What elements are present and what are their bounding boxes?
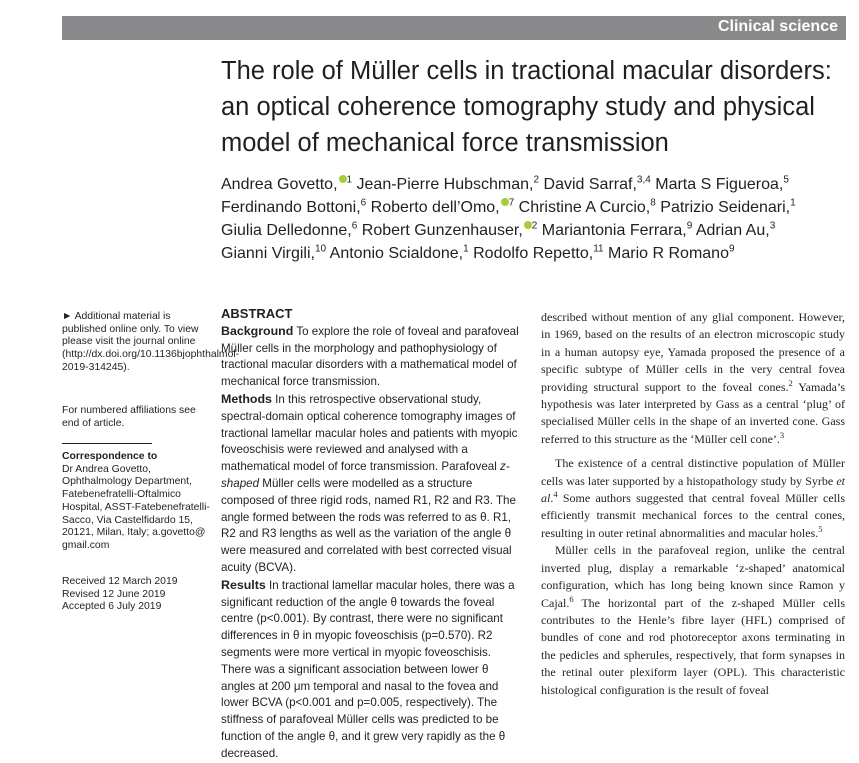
author-name[interactable] <box>608 245 735 262</box>
affiliation-number: 3,4 <box>636 174 651 186</box>
author-name[interactable] <box>330 245 469 262</box>
correspondence-line: Sacco, Via Castelfidardo 15, <box>62 514 193 526</box>
author-name-text: Ferdinando Bottoni, <box>221 199 361 216</box>
abstract-results <box>221 577 521 763</box>
correspondence-line: 20121, Milan, Italy; a.govetto@ <box>62 527 206 539</box>
background-label: Background <box>221 323 294 338</box>
methods-text: In this retrospective observational study, spectral-domain optical coherence tomography images of tractional lamellar macular holes and patients with myopic foveoschisis were reviewed and analysed with a mathematical model of force transmission. Parafoveal <box>221 392 518 474</box>
additional-material-text: ► Additional material is published online only. To view please visit the journal online (http://dx.doi.org/10.1136bjophthalmol-2019-314245). <box>62 311 240 373</box>
body-text: Some authors suggested that central foveal Müller cells efficiently transmit mechanical forces to the central cones, resulting in outer retinal abnormalities and macular holes. <box>541 491 846 540</box>
author-name-text: Christine A Curcio, <box>518 199 651 216</box>
sidebar-divider <box>62 443 152 444</box>
author-name-text: Mario R Romano <box>608 245 729 262</box>
author-name[interactable] <box>357 176 540 193</box>
section-label: Clinical science <box>717 18 838 35</box>
correspondence-line: Ophthalmology Department, <box>62 476 192 488</box>
methods-label: Methods <box>221 391 272 406</box>
correspondence-line: Hospital, ASST-Fatebenefratelli- <box>62 501 210 513</box>
correspondence-block <box>62 451 210 553</box>
abstract-background <box>221 323 521 391</box>
author-name-text: Mariantonia Ferrara, <box>541 222 687 239</box>
additional-material-note <box>62 311 240 375</box>
body-paragraph <box>541 309 845 448</box>
affiliations-text: For numbered affiliations see end of article. <box>62 405 196 429</box>
revised-date: Revised 12 June 2019 <box>62 588 166 600</box>
author-name-text: Giulia Delledonne, <box>221 222 352 239</box>
reference-link[interactable]: 2 <box>788 377 793 388</box>
orcid-icon[interactable] <box>524 221 532 229</box>
author-name[interactable] <box>473 245 603 262</box>
affiliation-number: 2 <box>531 220 538 232</box>
author-name-text: Roberto dell’Omo, <box>370 199 500 216</box>
correspondence-line: Dr Andrea Govetto, <box>62 463 151 475</box>
body-text-column <box>541 309 845 699</box>
author-name[interactable] <box>542 222 693 239</box>
affiliation-number: 11 <box>593 243 604 255</box>
affiliation-number: 6 <box>351 220 358 232</box>
author-name-text: Robert Gunzenhauser, <box>361 222 523 239</box>
author-name-text: Antonio Scialdone, <box>329 245 464 262</box>
author-name[interactable] <box>221 245 326 262</box>
reference-link[interactable]: 3 <box>779 429 785 440</box>
author-list <box>221 173 846 265</box>
author-name-text: Jean-Pierre Hubschman, <box>356 176 534 193</box>
affiliation-number: 8 <box>650 197 656 209</box>
affiliation-number: 2 <box>533 174 540 186</box>
affiliations-note <box>62 405 210 430</box>
section-banner <box>62 16 846 40</box>
affiliation-number: 9 <box>686 220 693 232</box>
author-name[interactable] <box>696 222 775 239</box>
author-name-text: Marta S Figueroa, <box>655 176 784 193</box>
background-text: To explore the role of foveal and parafoveal Müller cells in the morphology and pathophysiology of tractional macular disorders with a mathematical model of mechanical force transmission. <box>221 324 519 389</box>
author-name[interactable] <box>362 222 538 239</box>
body-text: Müller cells in the parafoveal region, unlike the central inverted plug, display a remarkable ‘z-shaped’ anatomical configuration, which has long being known since Ramon y Cajal. <box>541 543 845 610</box>
correspondence-line: Fatebenefratelli-Oftalmico <box>62 489 181 501</box>
abstract-methods <box>221 391 521 577</box>
correspondence-label: Correspondence to <box>62 451 158 462</box>
body-text: described without mention of any glial component. However, in 1969, based on the results of an electron microscopic study in a human autopsy eye, Yamada proposed the presence of a specific subtype of Müller cells in the very central fovea providing structural support to the foveal cones. <box>541 310 845 394</box>
article-dates <box>62 576 210 614</box>
author-name[interactable] <box>221 222 357 239</box>
affiliation-number: 5 <box>783 174 789 186</box>
affiliation-number: 3 <box>769 220 776 232</box>
affiliation-number: 1 <box>346 174 353 186</box>
results-label: Results <box>221 577 266 592</box>
author-name[interactable] <box>221 176 352 193</box>
orcid-icon[interactable] <box>339 175 347 183</box>
affiliation-number: 9 <box>728 243 735 255</box>
body-text: Yamada’s hypothesis was later interpreted by Gass as a central ‘plug’ of specialised Müller cells in the shape of an inverted cone. Gass referred to this structure as the ‘Müller cell cone’. <box>541 379 845 446</box>
accepted-date: Accepted 6 July 2019 <box>62 601 162 613</box>
correspondence-email-link[interactable]: gmail.com <box>62 539 110 551</box>
reference-link[interactable]: 4 <box>553 489 558 500</box>
abstract-heading: ABSTRACT <box>221 306 293 321</box>
author-name[interactable] <box>221 199 366 216</box>
results-text: In tractional lamellar macular holes, there was a significant reduction of the angle θ towards the foveal centre (p<0.001). By contrast, there were no significant differences in θ in myopic foveoschisis (p=0.570). R2 segments were more vertical in myopic foveoschisis. There was a significant association between lower θ angles at 200 μm temporal and nasal to the fovea and lower BCVA (p<0.001 and p=0.005, respectively). The stiffness of parafoveal Müller cells was predicted to be function of the angle θ, and it grew very rapidly as the θ decreased. <box>221 578 515 760</box>
author-name[interactable] <box>655 176 789 193</box>
affiliation-number: 1 <box>790 197 796 209</box>
author-name-text: Adrian Au, <box>695 222 770 239</box>
author-name[interactable] <box>660 199 795 216</box>
author-name-text: Patrizio Seidenari, <box>660 199 791 216</box>
author-name-text: Gianni Virgili, <box>221 245 315 262</box>
affiliation-number: 7 <box>508 197 515 209</box>
abstract <box>221 306 521 763</box>
body-text: The existence of a central distinctive population of Müller cells was later supported by a histopathology study by Syrbe <box>541 456 845 488</box>
reference-link[interactable]: 6 <box>569 593 574 604</box>
body-paragraph <box>541 542 845 699</box>
author-name-text: Rodolfo Repetto, <box>473 245 594 262</box>
author-name[interactable] <box>519 199 656 216</box>
body-paragraph: The existence of a central distinctive population of Müller cells was later supported by a histopathology study by Syrbe et al.$^4$ Some authors suggested that central foveal Müller cells efficiently transmit mechanical forces to the central cones, resulting in outer retinal abnormalities and macular holes.$^5$ <box>541 456 846 540</box>
affiliation-number: 6 <box>360 197 367 209</box>
body-italic: et al <box>541 473 846 506</box>
author-name-text: David Sarraf, <box>543 176 637 193</box>
body-text: The horizontal part of the z-shaped Müller cells contributes to the Henle’s fibre layer (HFL) comprised of bundles of cone and rod photoreceptor axons terminating in the pedicles and spherules, respectively, that form synapses in the retinal outer plexiform layer (OPL). This characteristic histological configuration is the result of foveal <box>541 595 845 697</box>
author-name[interactable] <box>544 176 651 193</box>
received-date: Received 12 March 2019 <box>62 576 178 587</box>
article-title: The role of Müller cells in tractional macular disorders: an optical coherence tomography study and physical model of mechanical force transmission <box>221 57 832 157</box>
author-name[interactable] <box>371 199 515 216</box>
affiliation-number: 1 <box>463 243 469 255</box>
author-name-text: Andrea Govetto, <box>221 176 338 193</box>
affiliation-number: 10 <box>314 243 327 255</box>
methods-text-cont: Müller cells were modelled as a structure composed of three rigid rods, named R1, R2 and R3. The angle formed between the rods was referred to as θ. R1, R2 and R3 lengths as well as the variation of the angle θ were measured and correlated with best corrected visual acuity (BCVA). <box>221 476 516 574</box>
reference-link[interactable]: 5 <box>818 523 823 534</box>
orcid-icon[interactable] <box>501 198 509 206</box>
methods-italic: z-shaped <box>221 460 510 490</box>
